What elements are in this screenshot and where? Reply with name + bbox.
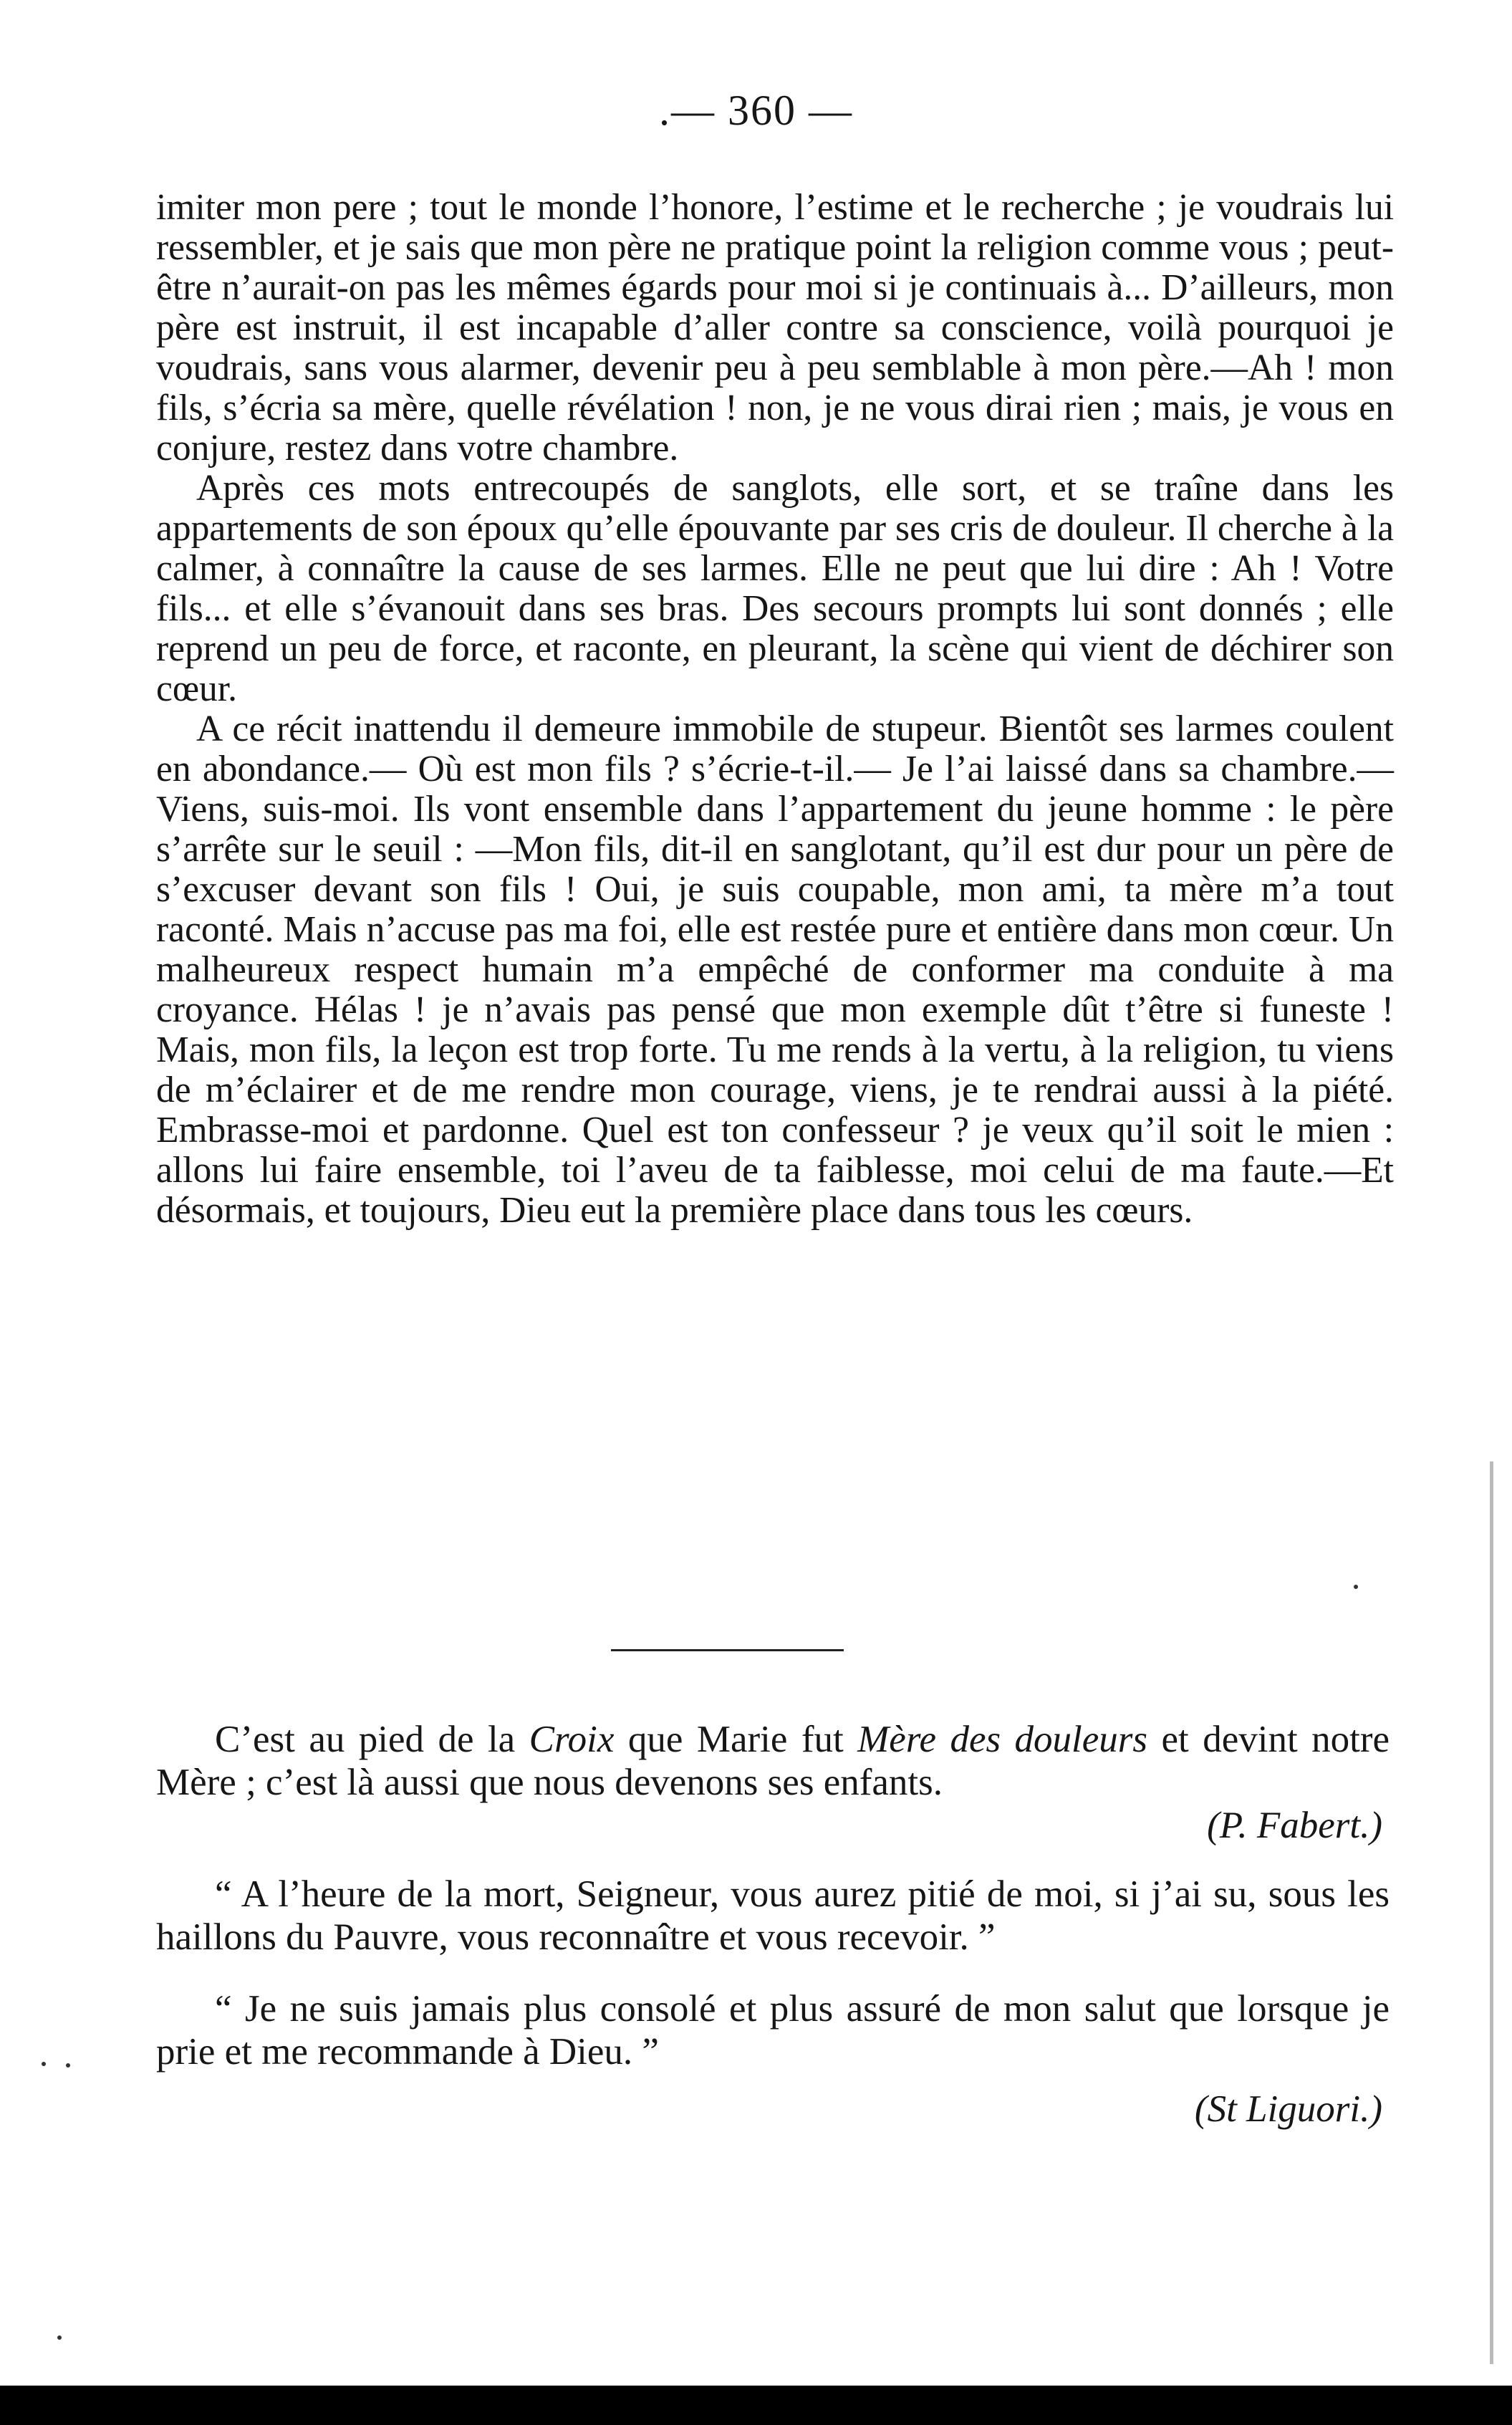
quote-attribution: (St Liguori.) — [1194, 2088, 1382, 2130]
quote-text: et devint notre Mère ; c’est là aussi que nous devenons ses enfants. — [156, 1719, 1390, 1803]
section-divider — [611, 1649, 844, 1651]
paragraph: imiter mon pere ; tout le monde l’honore, l’estime et le recherche ; je voudrais lui ressembler, et je sais que mon père ne pratique point la religion comme vous ; peut-être n’aurait-on pas les mêmes égards pour moi si je continuais à... D’ailleurs, mon père est instruit, il est incapable d’aller contre sa conscience, voilà pourquoi je voudrais, sans vous alarmer, devenir peu à peu semblable à mon père.—Ah ! mon fils, s’écria sa mère, quelle révélation ! non, je ne vous dirai rien ; mais, je vous en conjure, restez dans votre chambre. — [156, 187, 1394, 469]
scan-page-edge — [1490, 1461, 1493, 2364]
quote-heure: “ A l’heure de la mort, Seigneur, vous aurez pitié de moi, si j’ai su, sous les haillons du Pauvre, vous reconnaître et vous recevoir. ” — [156, 1873, 1390, 1958]
print-speck — [57, 2335, 62, 2340]
quote-emphasis-mere: Mère des douleurs — [857, 1719, 1148, 1760]
quote-text: C’est au pied de la — [215, 1719, 529, 1760]
paragraph: A ce récit inattendu il demeure immobile de stupeur. Bientôt ses larmes coulent en abondance.— Où est mon fils ? s’écrie-t-il.— Je l’ai laissé dans sa chambre.—Viens, suis-moi. Ils vont ensemble dans l’appartement du jeune homme : le père s’arrête sur le seuil : —Mon fils, dit-il en sanglotant, qu’il est dur pour un père de s’excuser devant son fils ! Oui, je suis coupable, mon ami, ta mère m’a tout raconté. Mais n’accuse pas ma foi, elle est restée pure et entière dans mon cœur. Un malheureux respect humain m’a empêché de conformer ma conduite à ma croyance. Hélas ! je n’avais pas pensé que mon exemple dût t’être si funeste ! Mais, mon fils, la leçon est trop forte. Tu me rends à la vertu, à la religion, tu viens de m’éclairer et de me rendre mon courage, viens, je te rendrai aussi à la piété. Embrasse-moi et pardonne. Quel est ton confesseur ? je veux qu’il soit le mien : allons lui faire ensemble, toi l’aveu de ta faiblesse, moi celui de ma faute.—Et désormais, et toujours, Dieu eut la première place dans tous les cœurs. — [156, 709, 1394, 1231]
print-speck — [42, 2062, 46, 2066]
quote-attribution: (P. Fabert.) — [1207, 1805, 1382, 1846]
print-speck — [66, 2063, 70, 2068]
quote-croix — [156, 1718, 1390, 1804]
quotations-block — [156, 1718, 1390, 2131]
page-number: .— 360 — — [659, 87, 853, 134]
quote-text: que Marie fut — [614, 1719, 858, 1760]
quote-consolation: “ Je ne suis jamais plus consolé et plus assuré de mon salut que lorsque je prie et me recommande à Dieu. ” — [156, 1988, 1390, 2073]
main-text-block — [156, 188, 1394, 1231]
print-speck — [1354, 1585, 1358, 1589]
scan-border-bar — [0, 2386, 1512, 2425]
quote-emphasis-croix: Croix — [529, 1719, 615, 1760]
paragraph: Après ces mots entrecoupés de sanglots, elle sort, et se traîne dans les appartements de son époux qu’elle épouvante par ses cris de douleur. Il cherche à la calmer, à connaître la cause de ses larmes. Elle ne peut que lui dire : Ah ! Votre fils... et elle s’évanouit dans ses bras. Des secours prompts lui sont donnés ; elle reprend un peu de force, et raconte, en pleurant, la scène qui vient de déchirer son cœur. — [156, 468, 1394, 709]
